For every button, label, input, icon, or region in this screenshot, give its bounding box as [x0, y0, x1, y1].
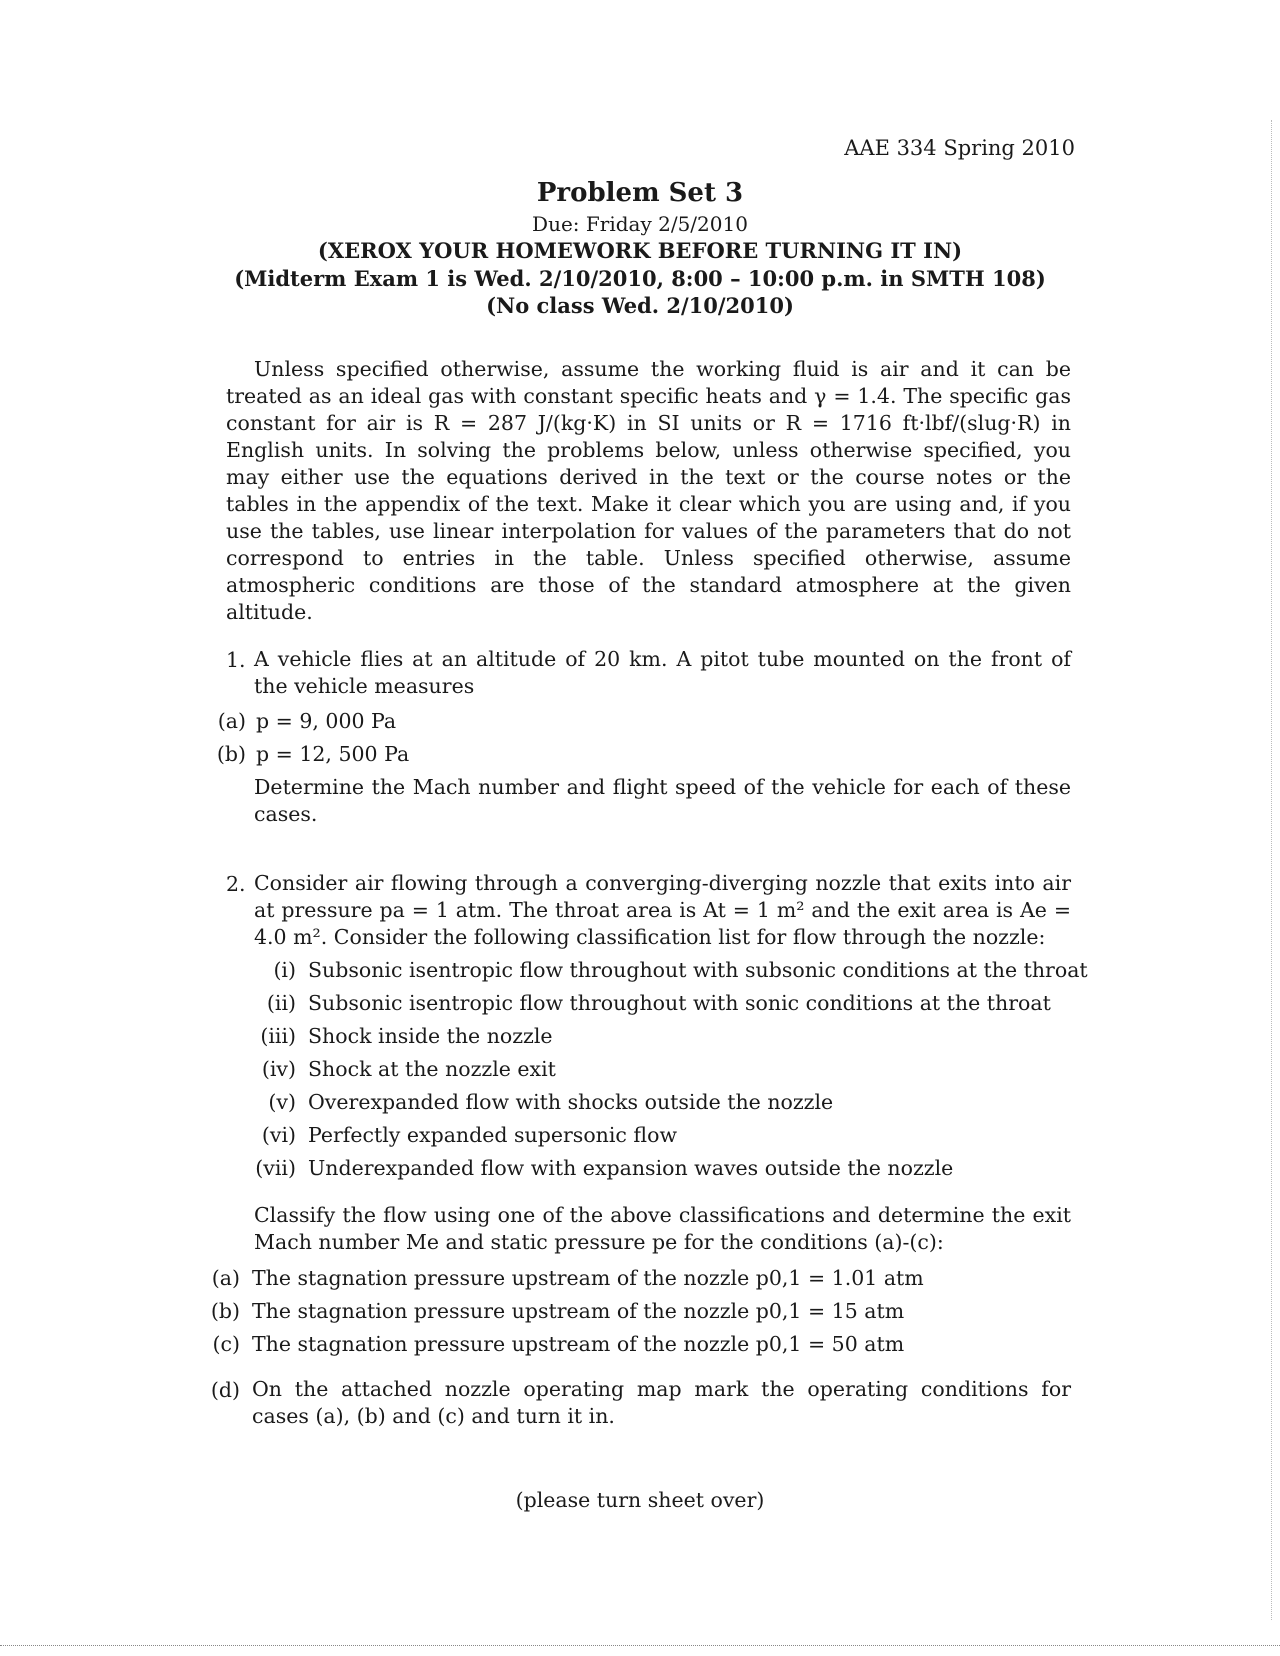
- problem-2-task: Classify the flow using one of the above classifications and determine the exit Mach number Me and static pressure pe for the conditions (a)-(c):: [254, 1203, 1071, 1254]
- classification-item: Shock inside the nozzle: [308, 1024, 553, 1048]
- problem-1-task: Determine the Mach number and flight speed of the vehicle for each of these cases.: [254, 775, 1071, 826]
- problem-2-case-d-label: (d): [210, 1378, 240, 1402]
- problem-2-case-a-label: (a): [211, 1266, 240, 1290]
- problem-2-case-b: The stagnation pressure upstream of the nozzle p0,1 = 15 atm: [252, 1299, 905, 1323]
- xerox-notice: (XEROX YOUR HOMEWORK BEFORE TURNING IT IN): [317, 238, 963, 263]
- midterm-notice: (Midterm Exam 1 is Wed. 2/10/2010, 8:00 – 10:00 p.m. in SMTH 108): [234, 266, 1046, 291]
- course-label: AAE 334 Spring 2010: [844, 136, 1075, 160]
- problem-2-number: 2.: [226, 872, 246, 896]
- classification-label: (v): [268, 1090, 296, 1114]
- classification-label: (iv): [261, 1057, 296, 1081]
- problem-2-text: Consider air flowing through a converging-diverging nozzle that exits into air at pressure pa = 1 atm. The throat area is At = 1 m² and the exit area is Ae = 4.0 m². Consider the following classification list for flow through the nozzle:: [254, 871, 1071, 949]
- classification-label: (vii): [255, 1156, 296, 1180]
- problem-2-case-d: On the attached nozzle operating map mark the operating conditions for cases (a), (b) and (c) and turn it in.: [252, 1377, 1071, 1428]
- classification-item: Subsonic isentropic flow throughout with sonic conditions at the throat: [308, 991, 1051, 1015]
- classification-item: Overexpanded flow with shocks outside the nozzle: [308, 1090, 834, 1114]
- scan-artifact-right: [1269, 120, 1272, 1620]
- due-date: Due: Friday 2/5/2010: [532, 212, 748, 236]
- problem-1-text: A vehicle flies at an altitude of 20 km. A pitot tube mounted on the front of the vehicle measures: [254, 647, 1071, 698]
- classification-item: Underexpanded flow with expansion waves outside the nozzle: [308, 1156, 954, 1180]
- classification-label: (vi): [261, 1123, 296, 1147]
- problem-1-case-b-label: (b): [216, 742, 246, 766]
- classification-item: Perfectly expanded supersonic flow: [308, 1123, 677, 1147]
- classification-item: Subsonic isentropic flow throughout with subsonic conditions at the throat: [308, 958, 1088, 982]
- problem-2-case-c: The stagnation pressure upstream of the nozzle p0,1 = 50 atm: [252, 1332, 905, 1356]
- classification-label: (iii): [260, 1024, 296, 1048]
- problem-1-case-a-label: (a): [217, 709, 246, 733]
- classification-label: (ii): [266, 991, 296, 1015]
- problem-2-case-a: The stagnation pressure upstream of the nozzle p0,1 = 1.01 atm: [252, 1266, 924, 1290]
- page-title: Problem Set 3: [536, 178, 744, 208]
- problem-2-case-c-label: (c): [212, 1332, 240, 1356]
- no-class-notice: (No class Wed. 2/10/2010): [486, 293, 794, 318]
- classification-item: Shock at the nozzle exit: [308, 1057, 556, 1081]
- problem-1-case-b: p = 12, 500 Pa: [256, 742, 410, 766]
- page-footer: (please turn sheet over): [515, 1488, 765, 1512]
- classification-label: (i): [273, 958, 296, 982]
- scan-artifact-bottom: [0, 1645, 1280, 1648]
- intro-paragraph: Unless specified otherwise, assume the working fluid is air and it can be treated as an ideal gas with constant specific heats and γ = 1.4. The specific gas constant for air is R = 287 J/(kg·K) in SI units or R = 1716 ft·lbf/(slug·R) in English units. In solving the problems below, unless otherwise specified, you may either use the equations derived in the text or the course notes or the tables in the appendix of the text. Make it clear which you are using and, if you use the tables, use linear interpolation for values of the parameters that do not correspond to entries in the table. Unless specified otherwise, assume atmospheric conditions are those of the standard atmosphere at the given altitude.: [226, 357, 1071, 624]
- problem-1-case-a: p = 9, 000 Pa: [256, 709, 397, 733]
- problem-2-case-b-label: (b): [210, 1299, 240, 1323]
- problem-1-number: 1.: [226, 648, 246, 672]
